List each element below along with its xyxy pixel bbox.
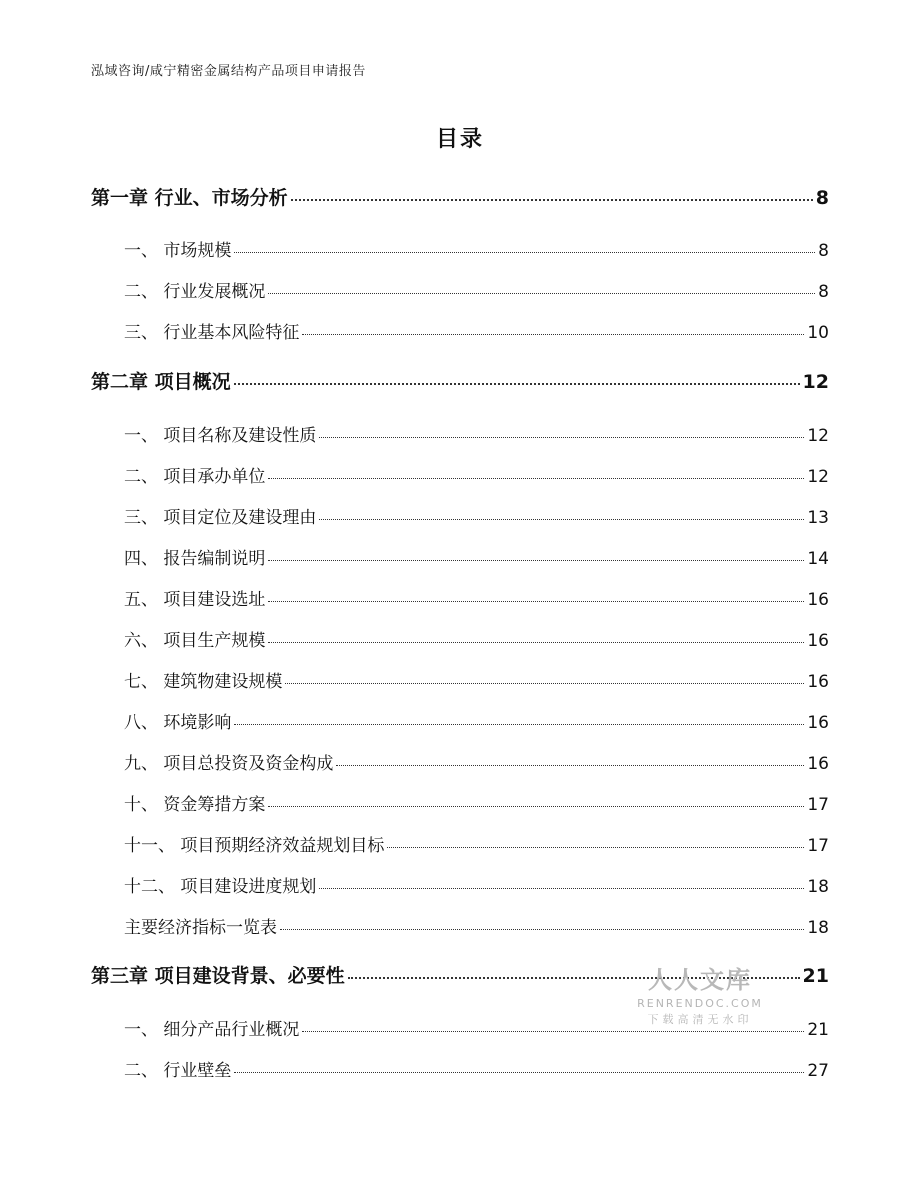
toc-page-number: 8 bbox=[815, 187, 829, 209]
toc-entry[interactable] bbox=[124, 872, 829, 897]
dot-leader bbox=[268, 293, 815, 294]
dot-leader bbox=[291, 199, 813, 201]
toc-page-number: 16 bbox=[807, 672, 829, 692]
dot-leader bbox=[319, 437, 804, 438]
toc-entry[interactable] bbox=[124, 749, 829, 774]
toc-page-number: 27 bbox=[807, 1061, 829, 1081]
toc-entry[interactable] bbox=[124, 544, 829, 569]
dot-leader bbox=[268, 642, 804, 643]
toc-page-number: 12 bbox=[802, 371, 829, 393]
watermark-logo-text: 人人文库 bbox=[648, 966, 752, 994]
toc-entry[interactable] bbox=[124, 790, 829, 815]
toc-page-number: 8 bbox=[818, 282, 829, 302]
dot-leader bbox=[234, 252, 815, 253]
toc-page-number: 21 bbox=[802, 965, 829, 987]
toc-label: 五、 项目建设选址 bbox=[124, 590, 266, 610]
dot-leader bbox=[268, 806, 804, 807]
toc-page-number: 16 bbox=[807, 713, 829, 733]
dot-leader bbox=[302, 334, 804, 335]
toc-label: 二、 行业壁垒 bbox=[124, 1061, 232, 1081]
dot-leader bbox=[268, 560, 804, 561]
toc-page-number: 14 bbox=[807, 549, 829, 569]
dot-leader bbox=[234, 1072, 804, 1073]
toc-chapter-1[interactable] bbox=[91, 183, 829, 210]
watermark-url: RENRENDOC.COM bbox=[637, 997, 763, 1010]
toc-entry[interactable] bbox=[124, 1056, 829, 1081]
toc-page-number: 17 bbox=[807, 836, 829, 856]
toc-page-number: 8 bbox=[818, 241, 829, 261]
dot-leader bbox=[285, 683, 804, 684]
watermark-subtitle: 下载高清无水印 bbox=[647, 1013, 753, 1026]
toc-label: 第一章 行业、市场分析 bbox=[91, 187, 288, 209]
dot-leader bbox=[268, 478, 804, 479]
toc-label: 六、 项目生产规模 bbox=[124, 631, 266, 651]
toc-label: 一、 市场规模 bbox=[124, 241, 232, 261]
toc-page-number: 18 bbox=[807, 877, 829, 897]
toc-label: 一、 项目名称及建设性质 bbox=[124, 426, 317, 446]
toc-page-number: 10 bbox=[807, 323, 829, 343]
toc-label: 一、 细分产品行业概况 bbox=[124, 1020, 300, 1040]
dot-leader bbox=[319, 888, 804, 889]
toc-label: 主要经济指标一览表 bbox=[124, 918, 277, 938]
toc-entry[interactable] bbox=[124, 277, 829, 302]
dot-leader bbox=[319, 519, 804, 520]
toc-label: 三、 项目定位及建设理由 bbox=[124, 508, 317, 528]
toc-entry[interactable] bbox=[124, 503, 829, 528]
toc-label: 三、 行业基本风险特征 bbox=[124, 323, 300, 343]
dot-leader bbox=[268, 601, 804, 602]
page-header: 泓域咨询/咸宁精密金属结构产品项目申请报告 bbox=[91, 64, 366, 79]
toc-entry[interactable] bbox=[124, 708, 829, 733]
page-title: 目录 bbox=[435, 127, 484, 152]
toc-entry[interactable] bbox=[124, 462, 829, 487]
toc-entry[interactable] bbox=[124, 626, 829, 651]
toc-label: 八、 环境影响 bbox=[124, 713, 232, 733]
toc-label: 十一、 项目预期经济效益规划目标 bbox=[124, 836, 385, 856]
dot-leader bbox=[387, 847, 804, 848]
toc-label: 十、 资金筹措方案 bbox=[124, 795, 266, 815]
toc-page-number: 12 bbox=[807, 426, 829, 446]
toc-page-number: 17 bbox=[807, 795, 829, 815]
toc-page-number: 12 bbox=[807, 467, 829, 487]
toc-label: 九、 项目总投资及资金构成 bbox=[124, 754, 334, 774]
toc-entry[interactable] bbox=[124, 831, 829, 856]
dot-leader bbox=[234, 724, 804, 725]
dot-leader bbox=[280, 929, 804, 930]
toc-label: 第三章 项目建设背景、必要性 bbox=[91, 965, 345, 987]
toc-label: 四、 报告编制说明 bbox=[124, 549, 266, 569]
toc-label: 二、 行业发展概况 bbox=[124, 282, 266, 302]
toc-entry[interactable] bbox=[124, 913, 829, 938]
toc-page-number: 16 bbox=[807, 754, 829, 774]
toc-page-number: 18 bbox=[807, 918, 829, 938]
toc-label: 二、 项目承办单位 bbox=[124, 467, 266, 487]
toc-entry[interactable] bbox=[124, 585, 829, 610]
toc-entry[interactable] bbox=[124, 236, 829, 261]
watermark bbox=[620, 960, 780, 1027]
toc-chapter-2[interactable] bbox=[91, 367, 829, 394]
dot-leader bbox=[336, 765, 804, 766]
toc-label: 十二、 项目建设进度规划 bbox=[124, 877, 317, 897]
dot-leader bbox=[302, 1031, 804, 1032]
toc-page-number: 16 bbox=[807, 590, 829, 610]
toc-page-number: 16 bbox=[807, 631, 829, 651]
dot-leader bbox=[234, 383, 800, 385]
toc-label: 第二章 项目概况 bbox=[91, 371, 231, 393]
toc-label: 七、 建筑物建设规模 bbox=[124, 672, 283, 692]
toc-entry[interactable] bbox=[124, 667, 829, 692]
toc-entry[interactable] bbox=[124, 318, 829, 343]
toc-page-number: 21 bbox=[807, 1020, 829, 1040]
toc-page-number: 13 bbox=[807, 508, 829, 528]
toc-entry[interactable] bbox=[124, 421, 829, 446]
